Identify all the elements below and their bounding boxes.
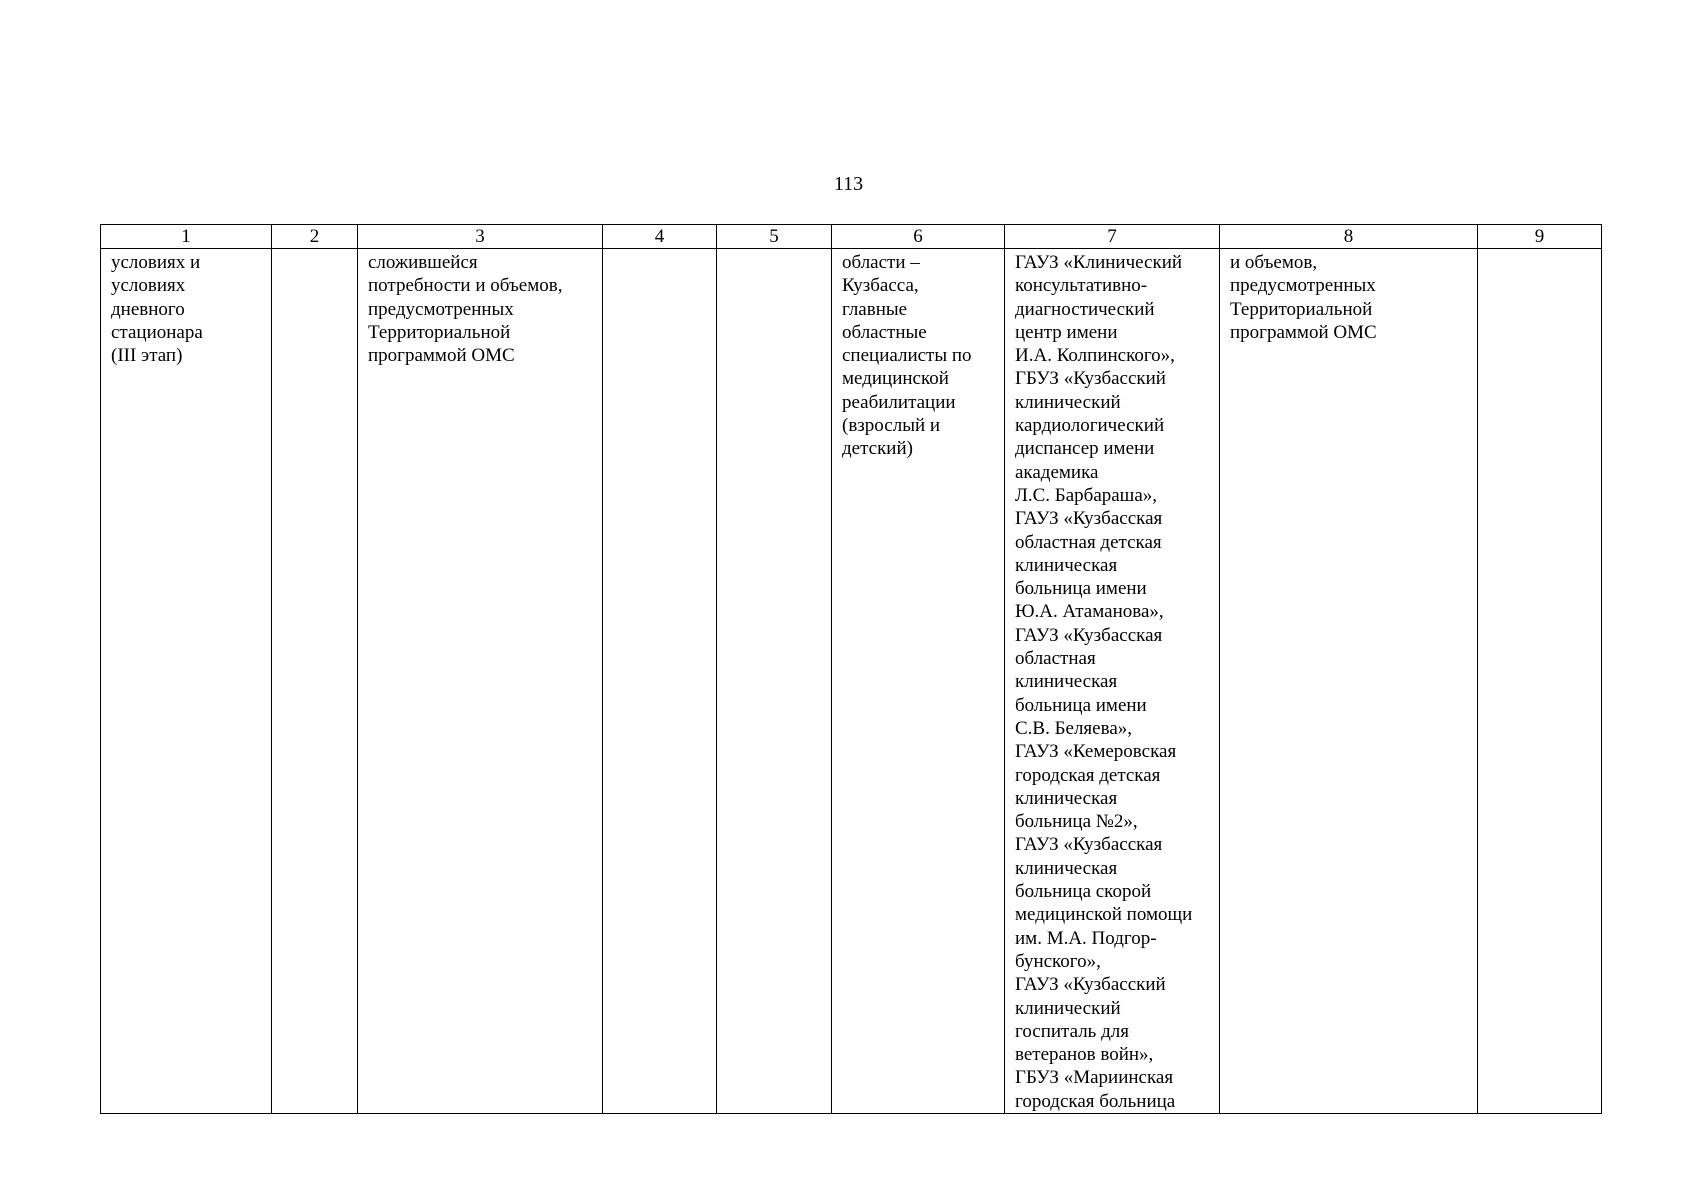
table-cell bbox=[603, 249, 717, 1114]
table-cell bbox=[272, 249, 358, 1114]
table-cell: условиях и условиях дневного стационара (III этап) bbox=[101, 249, 272, 1114]
table-cell bbox=[1478, 249, 1602, 1114]
table-cell: ГАУЗ «Клинический консультативно- диагностический центр имени И.А. Колпинского», ГБУЗ «Кузбасский клинический кардиологический диспансер имени академика Л.С. Барбараша», ГАУЗ «Кузбасская областная детская клиническая больница имени Ю.А. Атаманова», ГАУЗ «Кузбасская областная клиническая больница имени С.В. Беляева», ГАУЗ «Кемеровская городская детская клиническая больница №2», ГАУЗ «Кузбасская клиническая больница скорой медицинской помощи им. М.А. Подгор- бунского», ГАУЗ «Кузбасский клинический госпиталь для ветеранов войн», ГБУЗ «Мариинская городская больница bbox=[1005, 249, 1220, 1114]
document-table bbox=[100, 224, 1602, 1114]
page-number: 113 bbox=[833, 173, 864, 195]
column-header: 8 bbox=[1220, 225, 1478, 249]
table-cell: и объемов, предусмотренных Территориальной программой ОМС bbox=[1220, 249, 1478, 1114]
table-cell: области – Кузбасса, главные областные специалисты по медицинской реабилитации (взрослый и детский) bbox=[832, 249, 1005, 1114]
column-header: 2 bbox=[272, 225, 358, 249]
column-header: 5 bbox=[717, 225, 832, 249]
column-header: 9 bbox=[1478, 225, 1602, 249]
column-header: 7 bbox=[1005, 225, 1220, 249]
table-header-row bbox=[101, 225, 1602, 249]
column-header: 3 bbox=[358, 225, 603, 249]
column-header: 6 bbox=[832, 225, 1005, 249]
table-cell bbox=[717, 249, 832, 1114]
table-row bbox=[101, 249, 1602, 1114]
table-cell: сложившейся потребности и объемов, предусмотренных Территориальной программой ОМС bbox=[358, 249, 603, 1114]
column-header: 4 bbox=[603, 225, 717, 249]
column-header: 1 bbox=[101, 225, 272, 249]
